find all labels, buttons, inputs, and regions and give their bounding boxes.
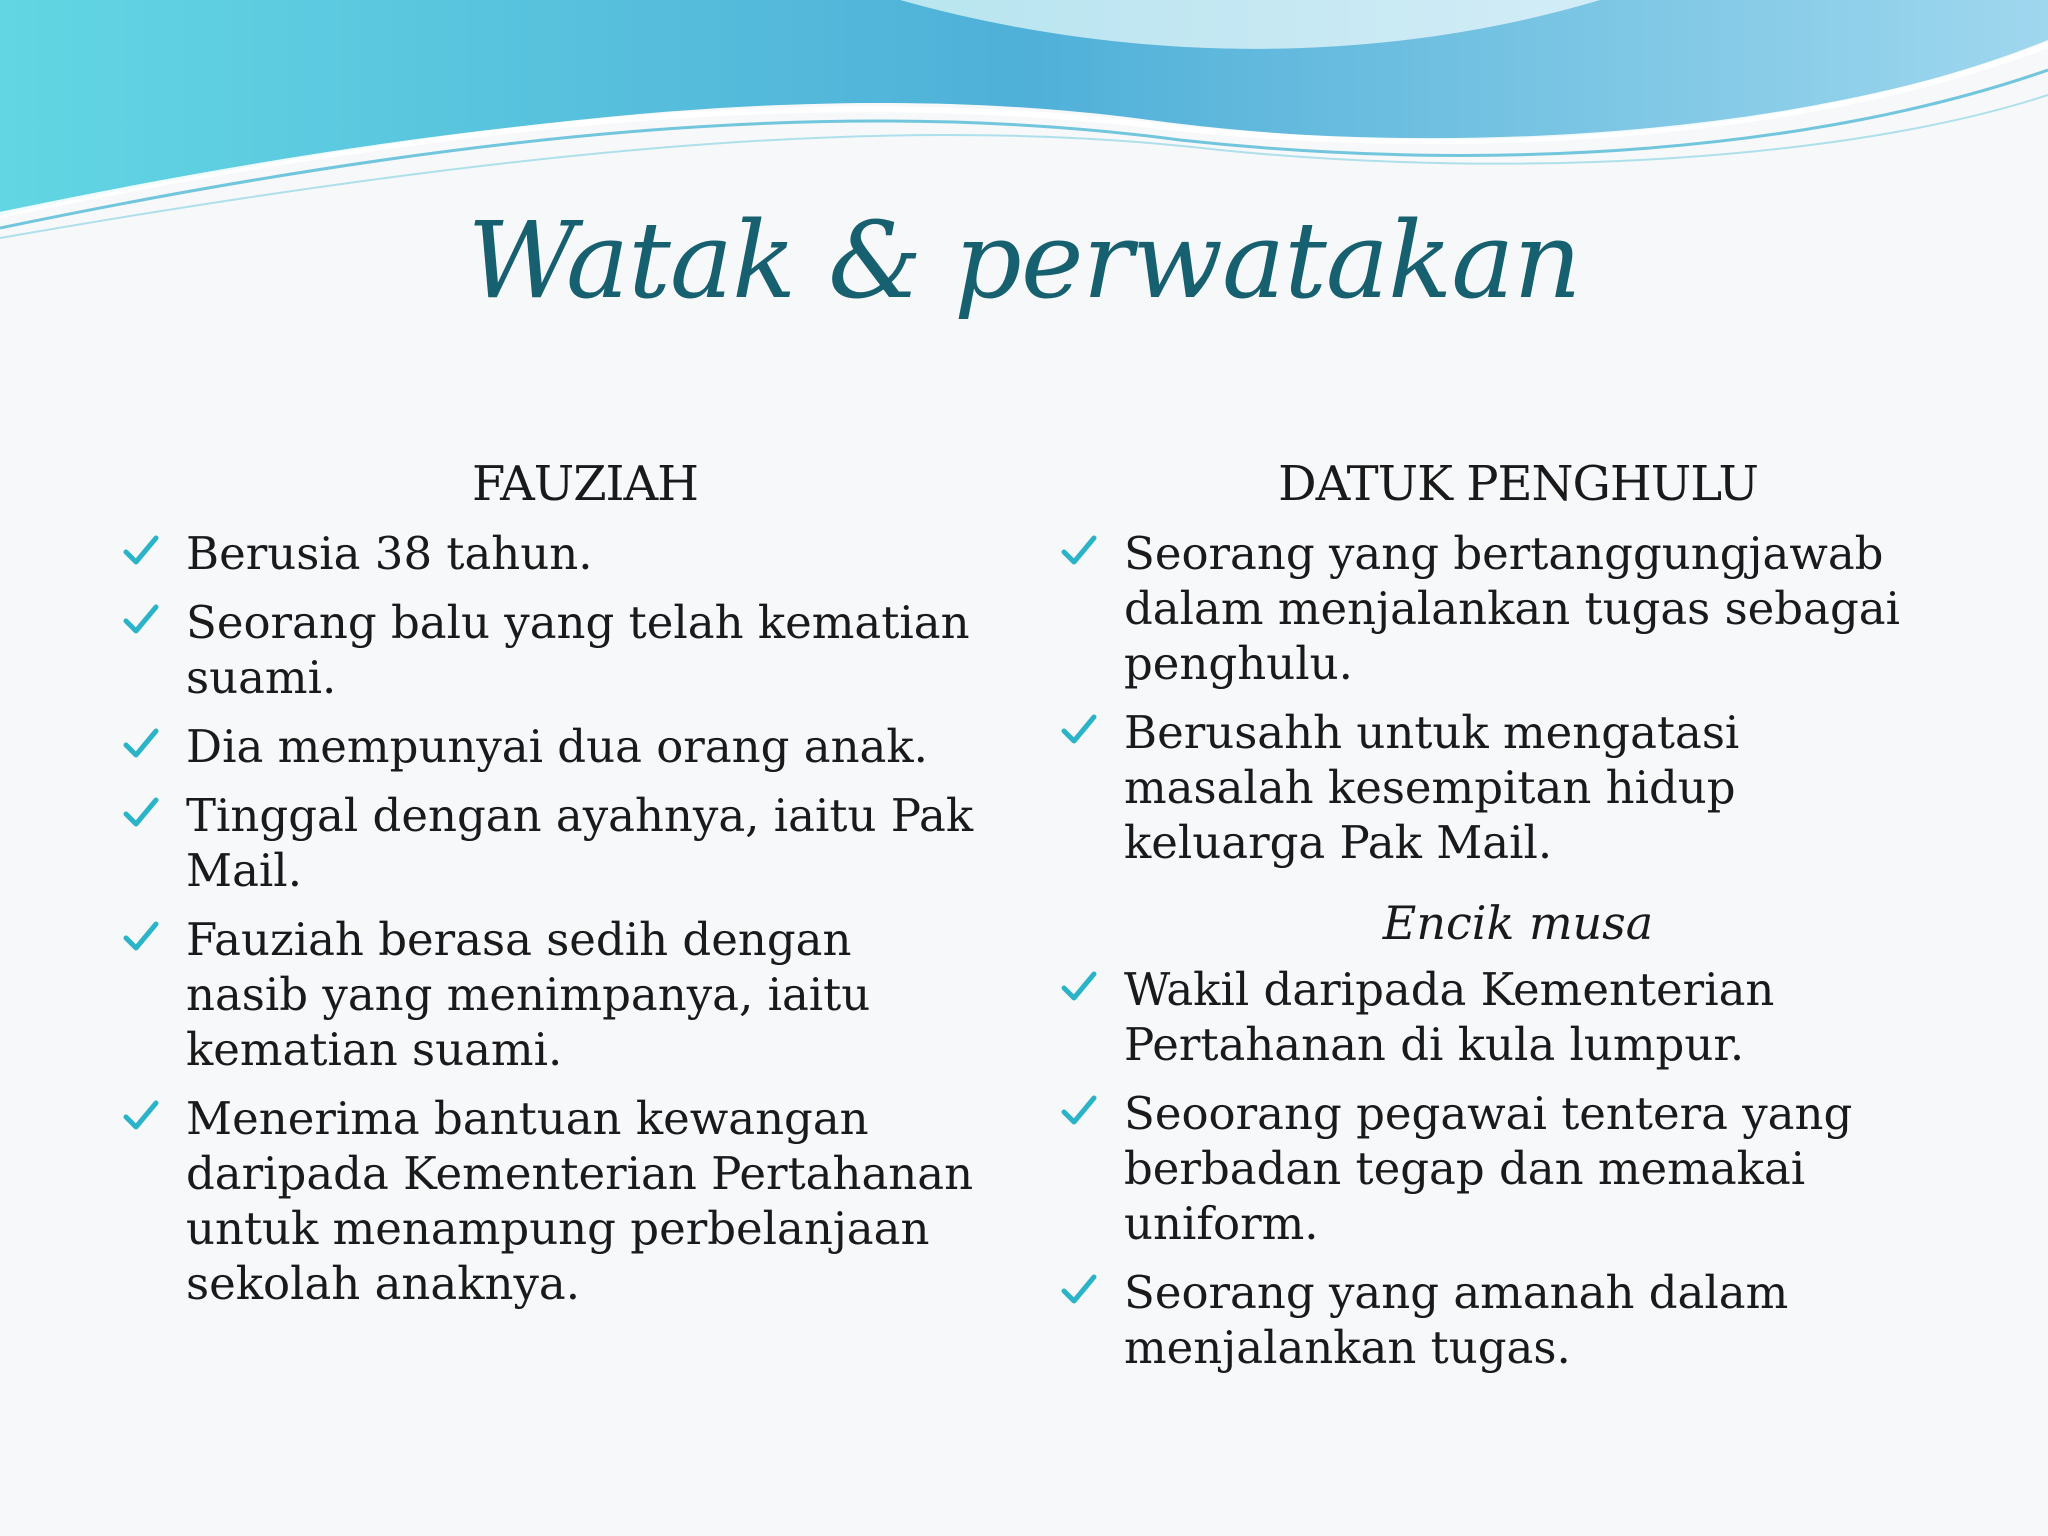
- checkmark-icon: [1058, 530, 1100, 572]
- list-item-text: Menerima bantuan kewangan daripada Kementerian Pertahanan untuk menampung perbelanjaan sekolah anaknya.: [186, 1092, 974, 1310]
- list-item: [1058, 1265, 1938, 1375]
- left-heading: FAUZIAH: [471, 456, 699, 512]
- list-item: [1058, 1086, 1938, 1251]
- checkmark-icon: [120, 530, 162, 572]
- list-item: [1058, 526, 1938, 691]
- list-item: [120, 1091, 980, 1311]
- list-item: [1058, 705, 1938, 870]
- right-heading: DATUK PENGHULU: [1278, 456, 1758, 512]
- checkmark-icon: [1058, 709, 1100, 751]
- list-item-text: Fauziah berasa sedih dengan nasib yang menimpanya, iaitu kematian suami.: [186, 913, 871, 1076]
- list-item-text: Seorang yang amanah dalam menjalankan tugas.: [1124, 1266, 1789, 1374]
- slide-title: Watak & perwatakan: [467, 199, 1581, 322]
- list-item-text: Berusahh untuk mengatasi masalah kesempitan hidup keluarga Pak Mail.: [1124, 706, 1740, 869]
- list-item: [120, 912, 980, 1077]
- list-item-text: Wakil daripada Kementerian Pertahanan di kula lumpur.: [1124, 963, 1775, 1071]
- list-item-text: Tinggal dengan ayahnya, iaitu Pak Mail.: [186, 789, 974, 897]
- checkmark-icon: [1058, 1269, 1100, 1311]
- left-column: [120, 448, 980, 1325]
- list-item-text: Dia mempunyai dua orang anak.: [186, 720, 928, 773]
- list-item-text: Seorang balu yang telah kematian suami.: [186, 596, 970, 704]
- right-subheading: Encik musa: [1382, 896, 1654, 950]
- checkmark-icon: [120, 792, 162, 834]
- checkmark-icon: [1058, 966, 1100, 1008]
- checkmark-icon: [120, 599, 162, 641]
- list-item: [120, 719, 980, 774]
- right-list: [1058, 526, 1938, 870]
- checkmark-icon: [120, 723, 162, 765]
- list-item: [1058, 962, 1938, 1072]
- left-list: [120, 526, 980, 1311]
- list-item: [120, 788, 980, 898]
- list-item-text: Seorang yang bertanggungjawab dalam menjalankan tugas sebagai penghulu.: [1124, 527, 1900, 690]
- right-column: [1058, 448, 1938, 1389]
- list-item: [120, 526, 980, 581]
- checkmark-icon: [120, 916, 162, 958]
- list-item-text: Seoorang pegawai tentera yang berbadan tegap dan memakai uniform.: [1124, 1087, 1853, 1250]
- right-sub-list: [1058, 962, 1938, 1375]
- list-item-text: Berusia 38 tahun.: [186, 527, 593, 580]
- checkmark-icon: [1058, 1090, 1100, 1132]
- list-item: [120, 595, 980, 705]
- checkmark-icon: [120, 1095, 162, 1137]
